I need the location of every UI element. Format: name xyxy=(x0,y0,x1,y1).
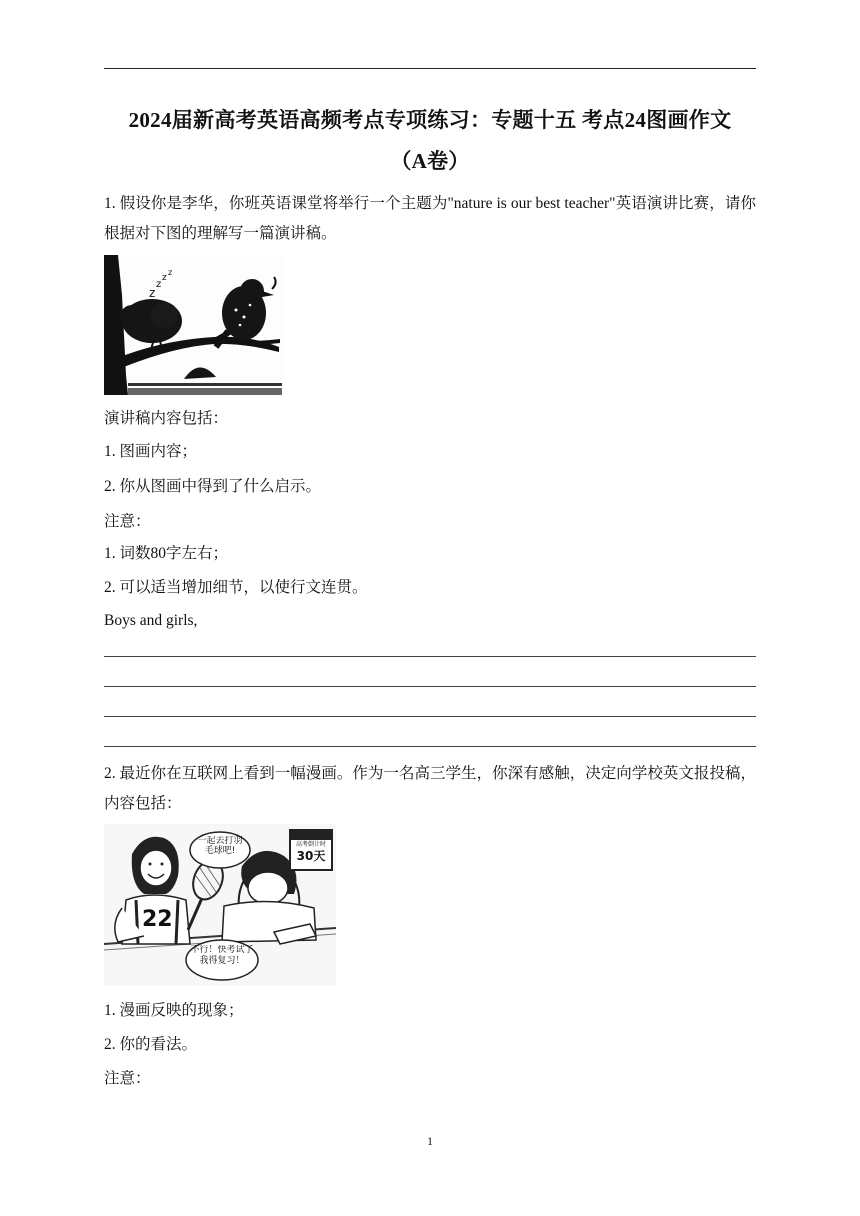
svg-text:z: z xyxy=(162,273,167,283)
svg-text:z: z xyxy=(149,286,156,300)
q1-prompt: 1. 假设你是李华，你班英语课堂将举行一个主题为"nature is our best teacher"英语演讲比赛，请你根据对下图的理解写一篇演讲稿。 xyxy=(104,195,756,242)
answer-line xyxy=(104,746,756,747)
q1-notice-item-1: 1. 词数80字左右； xyxy=(104,545,229,562)
q2-content-item-1: 1. 漫画反映的现象； xyxy=(104,1002,244,1019)
calendar-countdown-label: 高考倒计时 xyxy=(295,841,326,848)
q2-content-item-2: 2. 你的看法。 xyxy=(104,1036,198,1053)
page-title: 2024届新高考英语高频考点专项练习：专题十五 考点24图画作文 xyxy=(128,108,732,132)
page-subtitle: （A卷） xyxy=(390,149,470,173)
svg-text:z: z xyxy=(168,268,173,277)
answer-line xyxy=(104,656,756,657)
cartoon-students-image xyxy=(104,824,336,986)
sleeping-birds-silhouette-image xyxy=(104,255,282,395)
q1-content-item-1: 1. 图画内容； xyxy=(104,443,198,460)
q1-salutation: Boys and girls, xyxy=(104,612,198,629)
answer-line xyxy=(104,686,756,687)
header-rule xyxy=(104,68,756,69)
q1-notice-heading: 注意： xyxy=(104,513,151,530)
page-number: 1 xyxy=(427,1134,433,1148)
calendar-days: 30天 xyxy=(296,849,326,863)
svg-text:z: z xyxy=(156,279,162,290)
q1-content-item-2: 2. 你从图画中得到了什么启示。 xyxy=(104,478,322,495)
boy-speech-bubble: 不行！快考试了我得复习！ xyxy=(190,945,254,966)
q2-prompt: 2. 最近你在互联网上看到一幅漫画。作为一名高三学生，你深有感触，决定向学校英文报投稿，内容包括： xyxy=(104,765,756,812)
girl-speech-bubble: 一起去打羽毛球吧! xyxy=(197,836,243,856)
shirt-number: 22 xyxy=(142,907,173,932)
q2-notice-heading: 注意： xyxy=(104,1070,151,1087)
answer-line xyxy=(104,716,756,717)
q1-content-heading: 演讲稿内容包括： xyxy=(104,410,229,427)
q1-notice-item-2: 2. 可以适当增加细节，以使行文连贯。 xyxy=(104,579,368,596)
